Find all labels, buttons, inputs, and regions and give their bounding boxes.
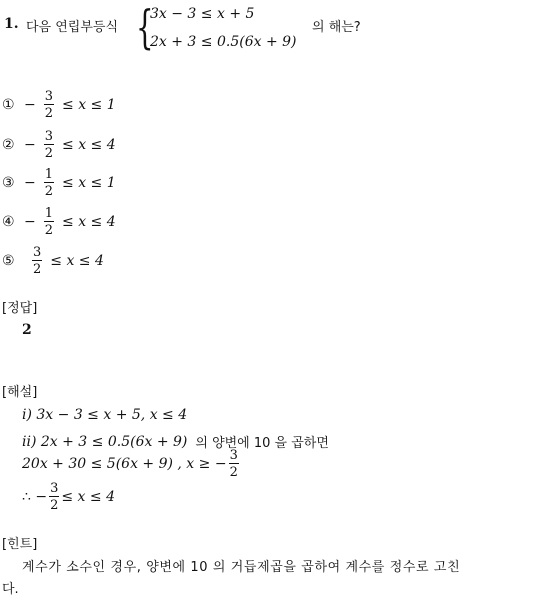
solution-line-1 [22, 407, 187, 423]
solution-label: [해설] [2, 385, 38, 400]
inequality-2: 2x + 3 ≤ 0.5(6x + 9) [150, 34, 297, 50]
fraction-numerator: 3 [44, 129, 54, 144]
fraction-denominator: 2 [44, 184, 54, 199]
solution-line-1-math: i) 3x − 3 ≤ x + 5, x ≤ 4 [22, 407, 188, 423]
hint-text-line-2: 다. [2, 582, 19, 597]
solution-line-3-math: 20x + 30 ≤ 5(6x + 9) , x ≥ − [22, 456, 227, 472]
option-range: ≤ x ≤ 1 [62, 97, 116, 113]
fraction-numerator: 3 [229, 448, 238, 463]
option-2[interactable] [2, 130, 116, 160]
hint-text-line-1: 계수가 소수인 경우, 양변에 10 의 거듭제곱을 곱하여 계수를 정수로 고친 [22, 560, 461, 575]
option-sign: − [24, 214, 36, 230]
question-number: 1. [4, 16, 19, 32]
answer-value: 2 [22, 322, 32, 338]
option-fraction [44, 130, 54, 160]
fraction-denominator: 2 [44, 146, 54, 161]
option-mark: ⑤ [2, 253, 15, 269]
solution-line-4-range: ≤ x ≤ 4 [61, 489, 115, 505]
solution-line-4-prefix: ∴ − [22, 489, 48, 505]
option-range: ≤ x ≤ 4 [62, 137, 116, 153]
solution-line-2-text: 의 양변에 10 을 곱하면 [195, 436, 329, 451]
system-brace: { [136, 0, 154, 54]
fraction-denominator: 2 [33, 262, 42, 277]
option-mark: ② [2, 137, 15, 153]
fraction-denominator: 2 [50, 498, 59, 513]
solution-line-2-math: ii) 2x + 3 ≤ 0.5(6x + 9) [22, 433, 188, 450]
option-range: ≤ x ≤ 4 [50, 253, 104, 269]
answer-label: [정답] [2, 301, 38, 316]
fraction-numerator: 3 [33, 245, 42, 260]
solution-line-4 [22, 482, 115, 512]
option-sign: − [24, 137, 36, 153]
option-3[interactable] [2, 168, 116, 198]
option-mark: ① [2, 97, 15, 113]
solution-line-3 [22, 449, 241, 479]
option-mark: ④ [2, 214, 15, 230]
option-sign: − [24, 97, 36, 113]
option-fraction [32, 246, 42, 276]
question-prompt: 다음 연립부등식 [26, 20, 119, 35]
option-mark: ③ [2, 175, 15, 191]
fraction-denominator: 2 [44, 223, 54, 238]
fraction-numerator: 3 [50, 481, 59, 496]
fraction-numerator: 1 [44, 167, 54, 182]
solution-line-3-fraction [229, 449, 239, 479]
option-4[interactable] [2, 207, 116, 237]
hint-label: [힌트] [2, 537, 38, 552]
option-fraction [44, 207, 54, 237]
question-suffix: 의 해는? [312, 20, 361, 35]
fraction-denominator: 2 [44, 106, 54, 121]
option-range: ≤ x ≤ 1 [62, 175, 116, 191]
option-fraction [44, 168, 54, 198]
option-fraction [44, 90, 54, 120]
fraction-numerator: 1 [44, 206, 54, 221]
inequality-1: 3x − 3 ≤ x + 5 [150, 6, 255, 22]
option-5[interactable] [2, 246, 104, 276]
fraction-numerator: 3 [44, 89, 54, 104]
solution-line-4-fraction [49, 482, 59, 512]
option-1[interactable] [2, 90, 116, 120]
fraction-denominator: 2 [229, 465, 238, 480]
option-sign: − [24, 175, 36, 191]
option-range: ≤ x ≤ 4 [62, 214, 116, 230]
